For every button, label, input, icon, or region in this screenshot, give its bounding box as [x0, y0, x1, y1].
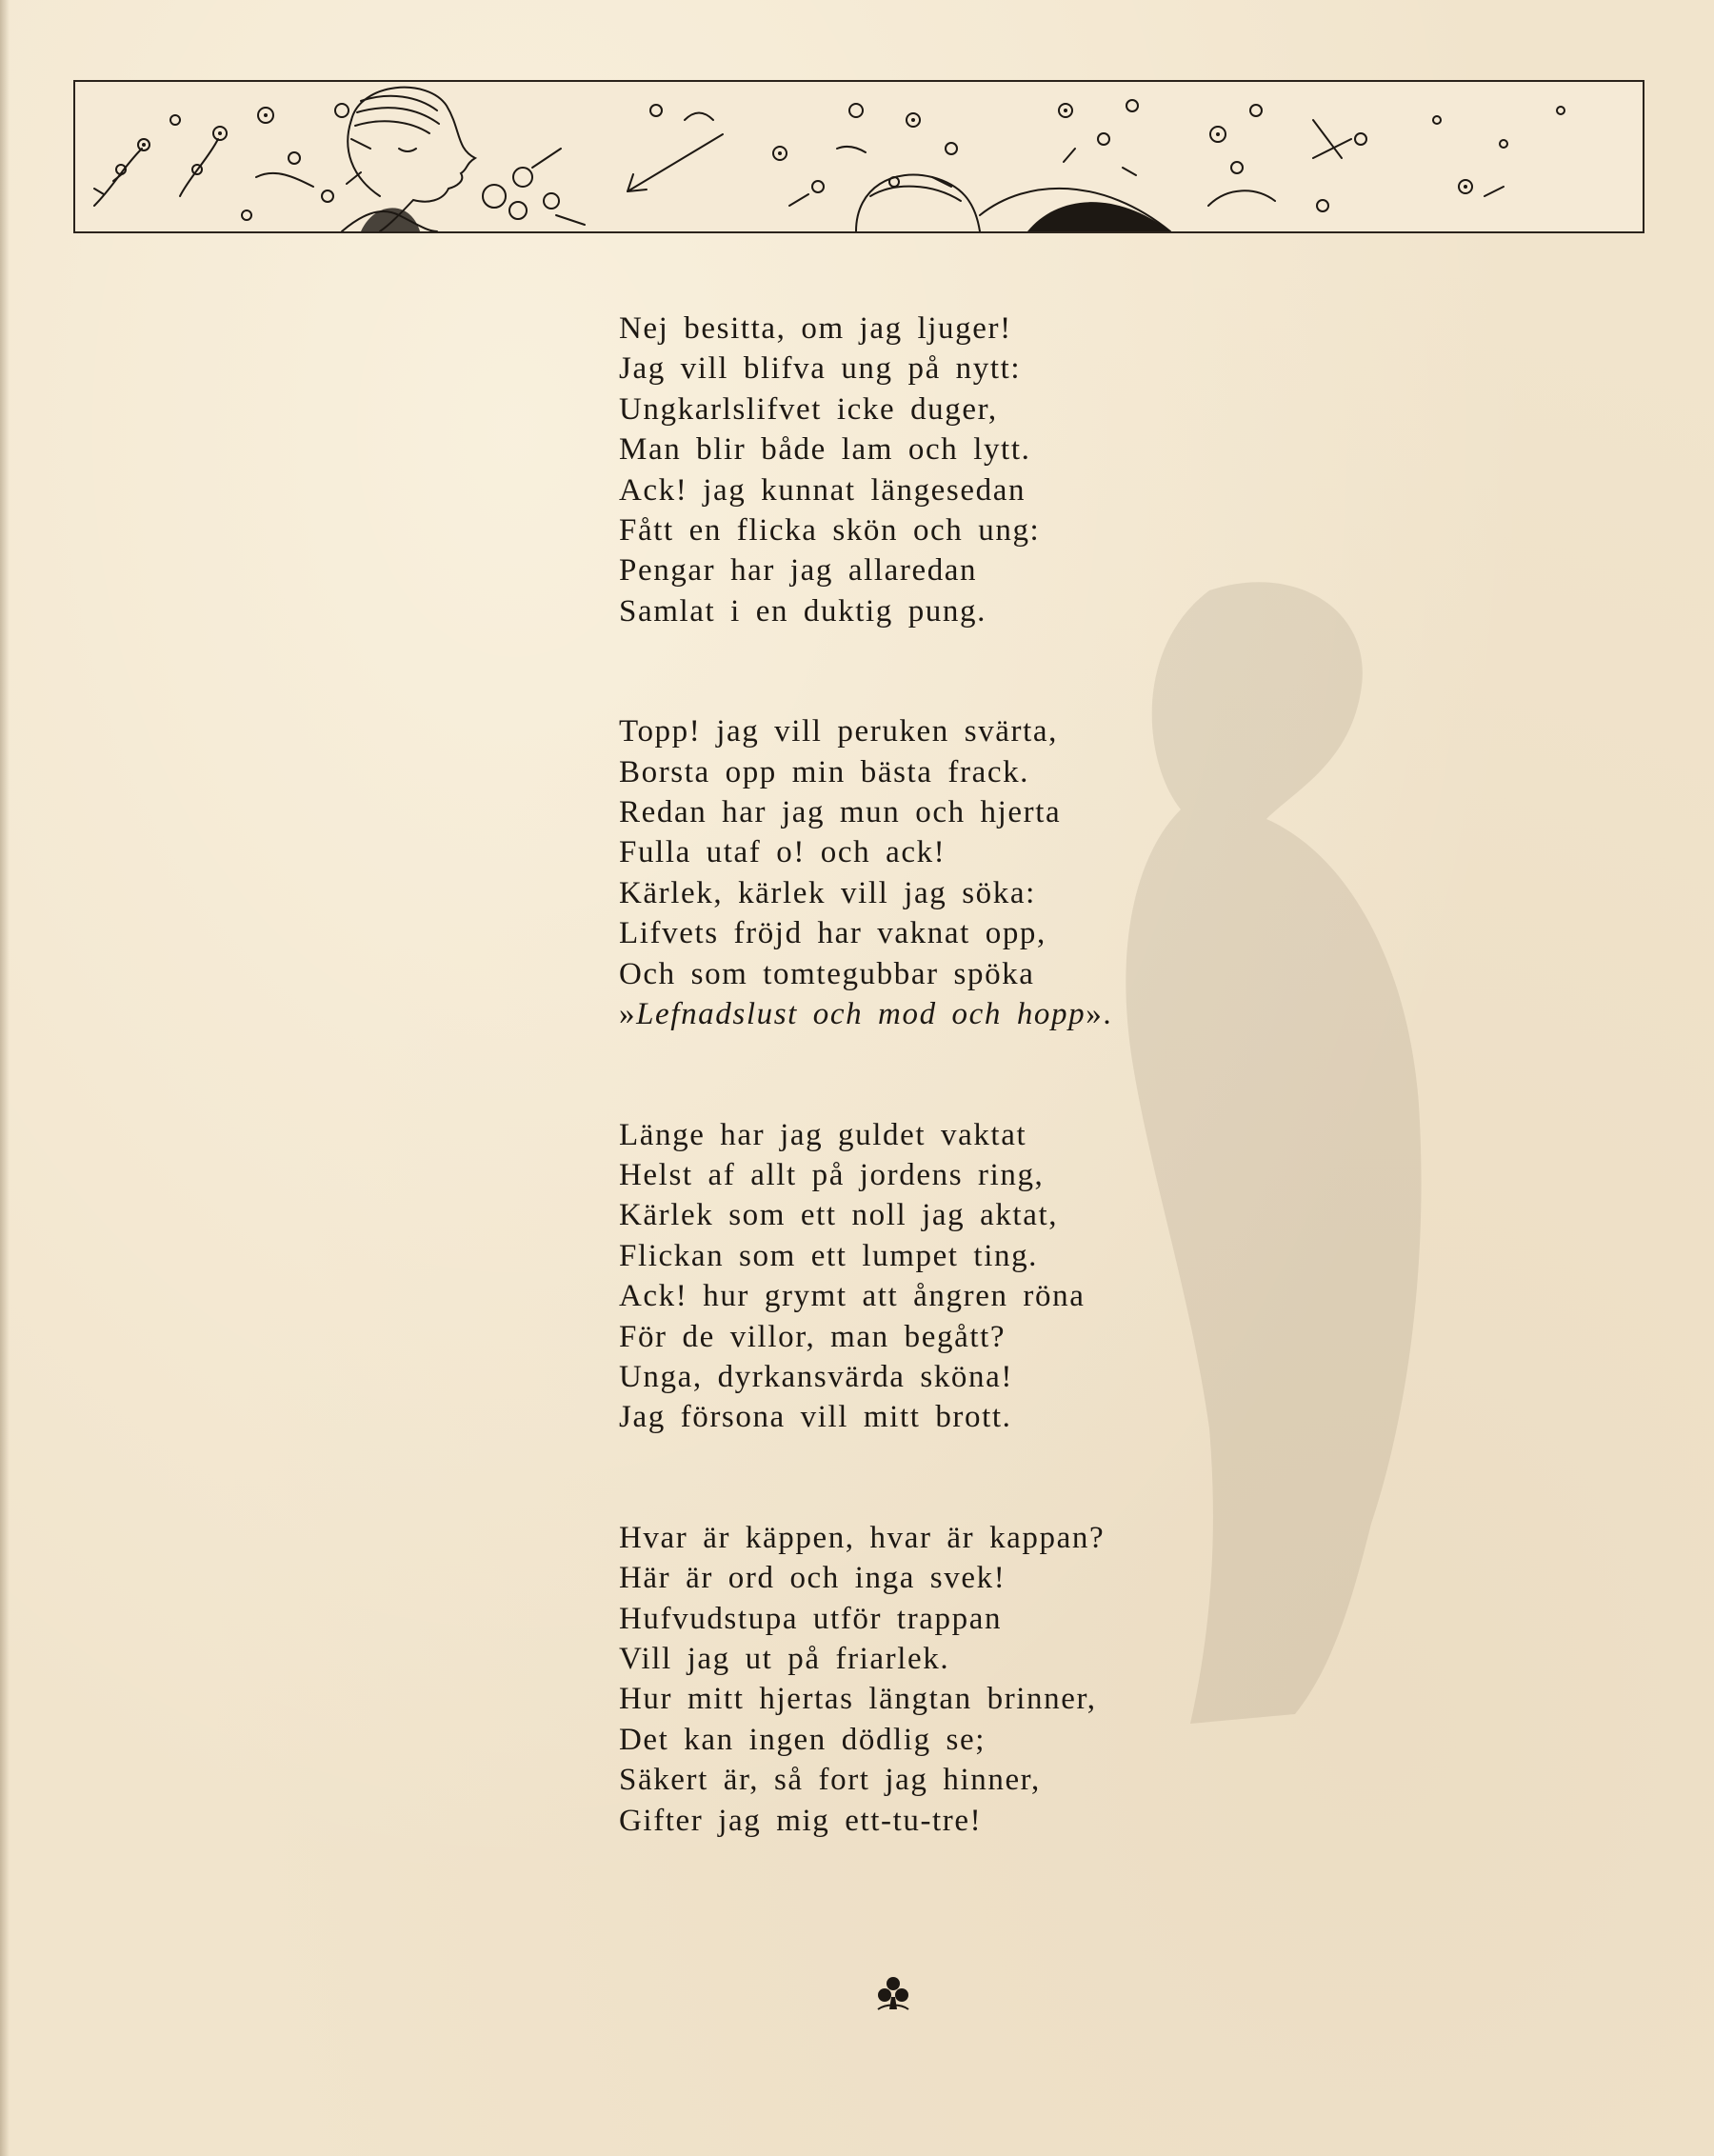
poem-line: Ungkarlslifvet icke duger,: [619, 391, 998, 427]
poem-line: Här är ord och inga svek!: [619, 1561, 1006, 1596]
stanza-3: [619, 1115, 1286, 1438]
poem-line: Lifvets fröjd har vaknat opp,: [619, 916, 1046, 951]
poem-line: Topp! jag vill peruken svärta,: [619, 714, 1058, 749]
poem-line: Hur mitt hjertas längtan brinner,: [619, 1682, 1097, 1717]
quoted-phrase: Lefnadslust och mod och hopp: [636, 997, 1086, 1032]
flower-sprig-icon: [94, 139, 149, 206]
page-edge-shadow: [0, 0, 10, 2156]
poem-line: Redan har jag mun och hjerta: [619, 795, 1062, 830]
poem-line: Säkert är, så fort jag hinner,: [619, 1763, 1041, 1798]
poem-line: Ack! hur grymt att ångren röna: [619, 1279, 1086, 1314]
flower-sprig-icon: [1313, 120, 1366, 211]
poem-line: Hufvudstupa utför trappan: [619, 1601, 1003, 1636]
poem-line: Jag vill blifva ung på nytt:: [619, 351, 1022, 387]
flower-sprig-icon: [1059, 100, 1138, 175]
banner-drawing: [75, 82, 1643, 231]
quote-close-mark: ».: [1086, 997, 1113, 1032]
stanza-4: [619, 1518, 1286, 1841]
poem-line: Kärlek, kärlek vill jag söka:: [619, 875, 1036, 910]
poem-line: Fulla utaf o! och ack!: [619, 835, 947, 870]
poem-line: Det kan ingen dödlig se;: [619, 1722, 987, 1757]
poem-line: Ack! jag kunnat längesedan: [619, 472, 1026, 508]
flower-sprig-icon: [1433, 116, 1507, 196]
poem-line: Fått en flicka skön och ung:: [619, 513, 1041, 549]
poem-line: Unga, dyrkansvärda sköna!: [619, 1359, 1013, 1394]
poem-line: Flickan som ett lumpet ting.: [619, 1238, 1039, 1273]
poem-line: Jag försona vill mitt brott.: [619, 1400, 1012, 1435]
club-ornament-icon: [870, 1971, 916, 2017]
poem-line: Vill jag ut på friarlek.: [619, 1641, 950, 1676]
quote-open-mark: »: [619, 997, 637, 1032]
poem-line: Helst af allt på jordens ring,: [619, 1157, 1045, 1192]
poem-line: Länge har jag guldet vaktat: [619, 1117, 1027, 1152]
poem-line: Borsta opp min bästa frack.: [619, 754, 1030, 789]
poem-line: Man blir både lam och lytt.: [619, 432, 1031, 468]
flower-sprig-icon: [242, 108, 313, 220]
flower-bouquet-icon: [483, 149, 585, 225]
poem-line: Hvar är käppen, hvar är kappan?: [619, 1520, 1106, 1555]
poem-line: Och som tomtegubbar spöka: [619, 956, 1035, 991]
poem-line: Samlat i en duktig pung.: [619, 593, 987, 629]
floral-banner-illustration: [73, 80, 1644, 233]
flower-sprig-icon: [1557, 107, 1565, 114]
woman-portrait-icon: [342, 88, 475, 231]
poem-line-quote: [619, 994, 1286, 1034]
stanza-1: [619, 309, 1286, 631]
poem-line: Kärlek som ett noll jag aktat,: [619, 1198, 1059, 1233]
flower-sprig-icon: [773, 104, 866, 206]
poem-line: Pengar har jag allaredan: [619, 553, 978, 589]
stanza-2: [619, 711, 1286, 1034]
flower-sprig-icon: [1208, 105, 1275, 206]
flower-sprig-icon: [322, 104, 370, 202]
flower-sprig-icon: [170, 115, 227, 196]
sprig-arrow-icon: [628, 105, 723, 191]
poem: [619, 309, 1286, 1841]
poem-line: Nej besitta, om jag ljuger!: [619, 311, 1012, 346]
poem-line: Gifter jag mig ett-tu-tre!: [619, 1803, 983, 1838]
poem-line: För de villor, man begått?: [619, 1319, 1006, 1354]
